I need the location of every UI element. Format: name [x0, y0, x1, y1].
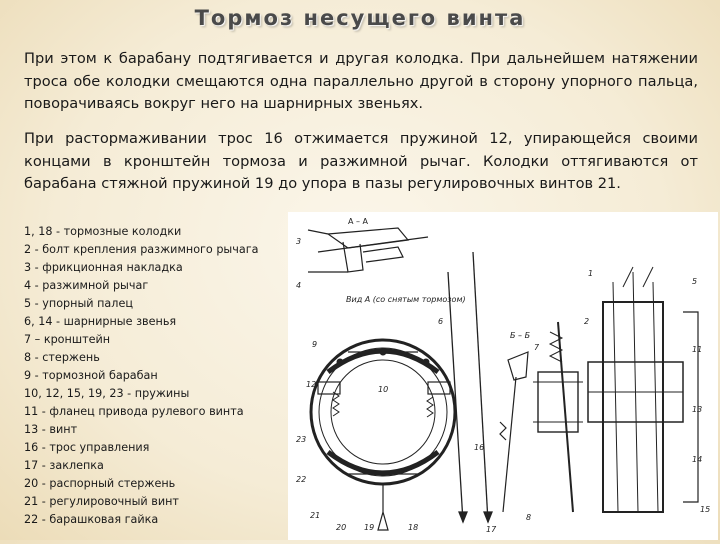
paragraph-1: При этом к барабану подтягивается и другая колодка. При дальнейшем натяжении троса обе колодки смещаются одна параллельно другой в сторону упорного пальца, поворачиваясь вокруг него на шарнирных звеньях. [24, 50, 698, 112]
callout-21: 21 [310, 511, 321, 520]
legend-item: 2 - болт крепления разжимного рычага [24, 243, 259, 256]
callout-20: 20 [336, 523, 347, 532]
callout-14: 14 [692, 455, 703, 464]
legend-item: 16 - трос управления [24, 441, 150, 454]
callout-3: 3 [296, 237, 302, 246]
parts-legend [24, 223, 296, 529]
callout-18: 18 [408, 523, 419, 532]
callout-22: 22 [296, 475, 307, 484]
callout-12: 12 [306, 380, 317, 389]
callout-7: 7 [534, 343, 540, 352]
callout-16: 16 [474, 443, 485, 452]
legend-item: 22 - барашковая гайка [24, 513, 159, 526]
paragraph-2: При растормаживании трос 16 отжимается пружиной 12, упирающейся своими концами в кронштейн тормоза и разжимной рычаг. Колодки оттягиваются от барабана стяжной пружиной 19 до упора в пазы регулировочных винтов 21. [24, 130, 698, 192]
slide-title: Тормоз несущего винта [194, 6, 526, 30]
callout-8: 8 [526, 513, 532, 522]
legend-item: 13 - винт [24, 423, 78, 436]
callout-17: 17 [486, 525, 497, 534]
legend-item: 9 - тормозной барабан [24, 369, 158, 382]
legend-item: 4 - разжимной рычаг [24, 279, 149, 292]
callout-10: 10 [378, 385, 389, 394]
callout-13: 13 [692, 405, 703, 414]
callout-23: 23 [296, 435, 307, 444]
callout-15: 15 [700, 505, 711, 514]
callout-9: 9 [312, 340, 318, 349]
section-a-a-label: А – А [348, 217, 369, 226]
callout-4: 4 [296, 281, 302, 290]
callout-2: 2 [584, 317, 590, 326]
brake-technical-drawing [288, 212, 718, 540]
legend-item: 1, 18 - тормозные колодки [24, 225, 182, 238]
legend-item: 5 - упорный палец [24, 297, 133, 310]
callout-6: 6 [438, 317, 444, 326]
callout-1: 1 [588, 269, 594, 278]
view-a-label: Вид А (со снятым тормозом) [346, 295, 466, 304]
legend-item: 11 - фланец привода рулевого винта [24, 405, 244, 418]
callout-5: 5 [692, 277, 698, 286]
legend-item: 10, 12, 15, 19, 23 - пружины [24, 387, 190, 400]
section-b-b-label: Б – Б [510, 331, 531, 340]
legend-item: 20 - распорный стержень [24, 477, 176, 490]
legend-item: 6, 14 - шарнирные звенья [24, 315, 177, 328]
callout-11: 11 [692, 345, 703, 354]
legend-item: 7 – кронштейн [24, 333, 111, 346]
legend-item: 8 - стержень [24, 351, 100, 364]
callout-19: 19 [364, 523, 375, 532]
legend-item: 3 - фрикционная накладка [24, 261, 183, 274]
legend-item: 17 - заклепка [24, 459, 104, 472]
legend-item: 21 - регулировочный винт [24, 495, 179, 508]
